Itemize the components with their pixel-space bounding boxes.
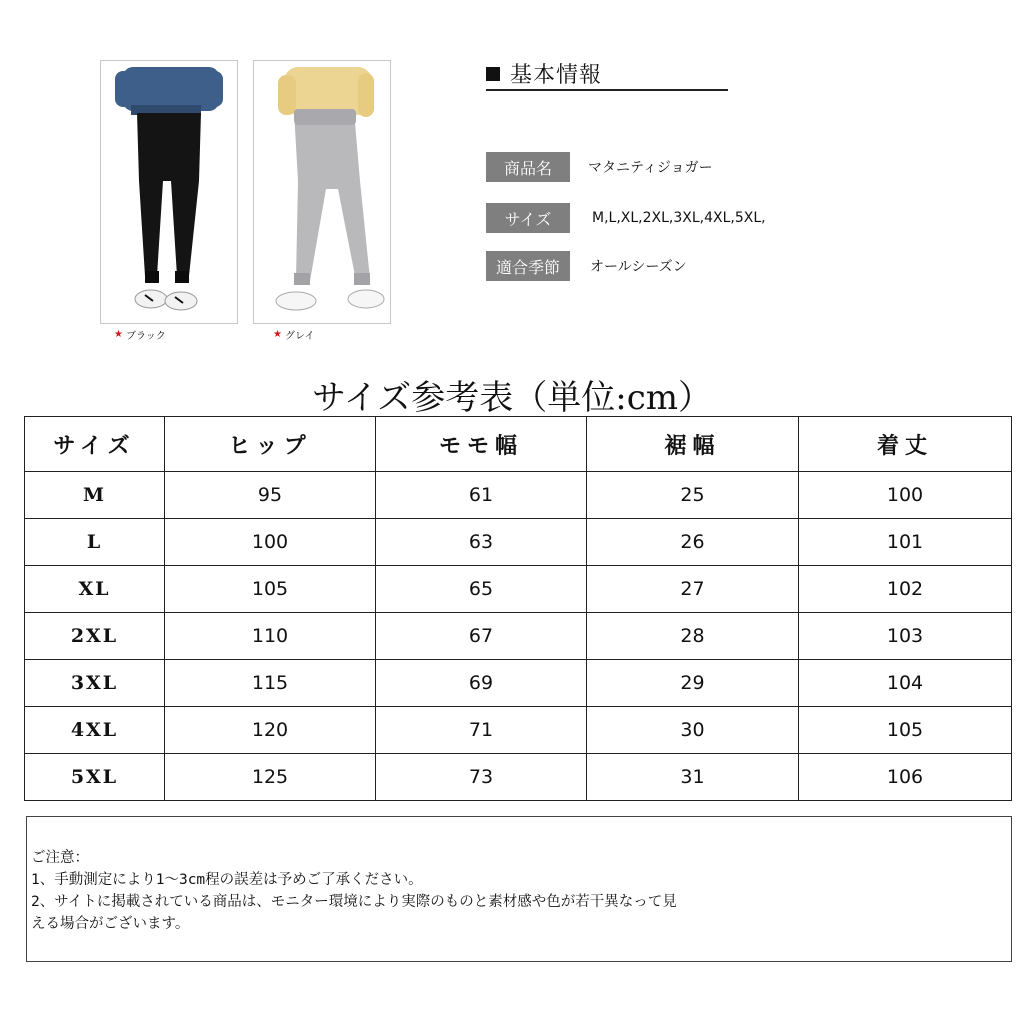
- info-key: 適合季節: [486, 251, 570, 281]
- table-cell: 101: [799, 519, 1012, 566]
- info-heading: 基本情報: [486, 58, 602, 89]
- table-cell: 26: [587, 519, 799, 566]
- info-key: 商品名: [486, 152, 570, 182]
- table-cell: 71: [376, 707, 587, 754]
- table-cell: 61: [376, 472, 587, 519]
- column-header: 裾幅: [587, 417, 799, 472]
- table-cell: 4XL: [25, 707, 165, 754]
- info-value: マタニティジョガー: [588, 160, 713, 176]
- table-row: [25, 519, 1012, 566]
- table-cell: 27: [587, 566, 799, 613]
- info-divider: [486, 89, 728, 91]
- table-cell: 65: [376, 566, 587, 613]
- table-cell: 125: [165, 754, 376, 801]
- table-cell: 105: [165, 566, 376, 613]
- size-table-title: サイズ参考表（単位:cm）: [311, 378, 713, 418]
- notes-heading: ご注意：: [31, 850, 89, 866]
- column-header: 着丈: [799, 417, 1012, 472]
- table-cell: 104: [799, 660, 1012, 707]
- table-row: [25, 613, 1012, 660]
- table-cell: 30: [587, 707, 799, 754]
- star-icon: ★: [273, 329, 282, 340]
- table-cell: 67: [376, 613, 587, 660]
- table-row: [25, 707, 1012, 754]
- table-cell: 28: [587, 613, 799, 660]
- table-cell: 120: [165, 707, 376, 754]
- table-cell: 105: [799, 707, 1012, 754]
- color-label-black: ★ ブラック: [114, 329, 166, 342]
- info-row-size: [486, 203, 766, 233]
- info-key: サイズ: [486, 203, 570, 233]
- size-table: [24, 416, 1012, 801]
- table-row: [25, 566, 1012, 613]
- table-row: [25, 472, 1012, 519]
- column-header: モモ幅: [376, 417, 587, 472]
- table-cell: 5XL: [25, 754, 165, 801]
- table-header-row: [25, 417, 1012, 472]
- product-photo-gray: [253, 60, 391, 324]
- table-cell: 110: [165, 613, 376, 660]
- table-cell: M: [25, 472, 165, 519]
- table-cell: 31: [587, 754, 799, 801]
- column-header: ヒップ: [165, 417, 376, 472]
- color-label-gray: ★ グレイ: [273, 329, 315, 342]
- table-cell: XL: [25, 566, 165, 613]
- table-cell: 100: [165, 519, 376, 566]
- info-value: オールシーズン: [590, 259, 687, 275]
- table-cell: 3XL: [25, 660, 165, 707]
- table-row: [25, 754, 1012, 801]
- table-cell: L: [25, 519, 165, 566]
- info-row-season: [486, 251, 687, 281]
- table-cell: 25: [587, 472, 799, 519]
- info-value: M,L,XL,2XL,3XL,4XL,5XL,: [592, 210, 766, 226]
- table-cell: 95: [165, 472, 376, 519]
- square-bullet-icon: [486, 67, 500, 81]
- table-cell: 115: [165, 660, 376, 707]
- notes-line: 1、手動測定により1～3cm程の誤差は予めご了承ください。: [31, 872, 423, 888]
- notes-line: 2、サイトに掲載されている商品は、モニター環境により実際のものと素材感や色が若干異なって見: [31, 894, 677, 910]
- table-cell: 100: [799, 472, 1012, 519]
- notes-box: [26, 816, 1012, 962]
- table-cell: 106: [799, 754, 1012, 801]
- table-cell: 73: [376, 754, 587, 801]
- table-cell: 103: [799, 613, 1012, 660]
- table-row: [25, 660, 1012, 707]
- table-cell: 63: [376, 519, 587, 566]
- info-row-product-name: [486, 152, 713, 182]
- star-icon: ★: [114, 329, 123, 340]
- column-header: サイズ: [25, 417, 165, 472]
- table-cell: 102: [799, 566, 1012, 613]
- table-cell: 69: [376, 660, 587, 707]
- table-cell: 2XL: [25, 613, 165, 660]
- table-cell: 29: [587, 660, 799, 707]
- notes-line: える場合がございます。: [31, 916, 190, 932]
- product-photo-black: [100, 60, 238, 324]
